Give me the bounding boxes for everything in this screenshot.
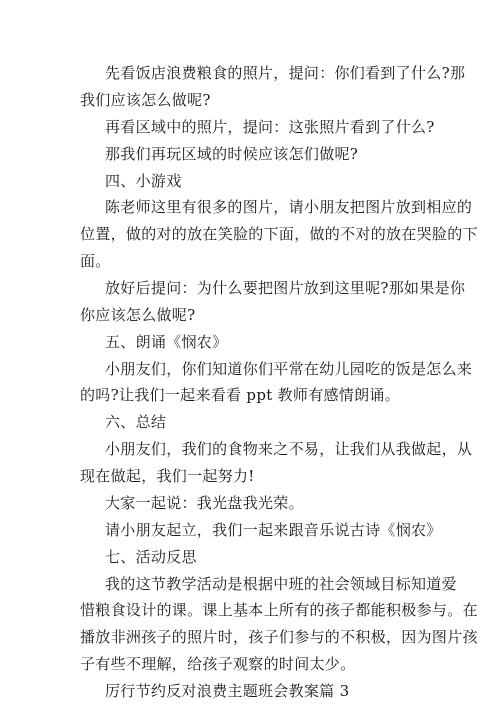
paragraph-line: 小朋友们，你们知道你们平常在幼儿园吃的饭是怎么来 [105, 359, 473, 378]
section-heading: 四、小游戏 [105, 171, 182, 190]
paragraph-line: 的吗?让我们一起来看看 ppt 教师有感情朗诵。 [80, 386, 401, 405]
paragraph-line: 先看饭店浪费粮食的照片，提问：你们看到了什么?那 [105, 64, 466, 82]
paragraph-line: 那我们再玩区域的时候应该怎们做呢? [105, 144, 359, 163]
paragraph-line: 请小朋友起立，我们一起来跟音乐说古诗《悯农》 [105, 520, 442, 539]
paragraph-line: 小朋友们，我们的食物来之不易，让我们从我做起，从 [105, 440, 473, 459]
paragraph-line: 大家一起说：我光盘我光荣。 [105, 493, 304, 512]
section-heading: 六、总结 [105, 413, 167, 432]
paragraph-line: 陈老师这里有很多的图片，请小朋友把图片放到相应的 [105, 198, 473, 217]
paragraph-line: 播放非洲孩子的照片时，孩子们参与的不积极，因为图片孩 [80, 628, 478, 647]
paragraph-line: 我的这节教学活动是根据中班的社会领域目标知道爱 [105, 574, 457, 593]
section-heading: 五、朗诵《悯农》 [105, 332, 228, 351]
section-heading: 七、活动反思 [105, 547, 197, 566]
paragraph-line: 惜粮食设计的课。课上基本上所有的孩子都能积极参与。在 [80, 601, 478, 620]
paragraph-line: 你应该怎么做呢? [80, 305, 196, 324]
paragraph-line: 我们应该怎么做呢? [80, 90, 211, 109]
paragraph-line: 放好后提问：为什么要把图片放到这里呢?那如果是你 [105, 279, 466, 297]
next-section-title: 厉行节约反对浪费主题班会教案篇 3 [105, 682, 350, 700]
paragraph-line: 现在做起，我们一起努力! [80, 467, 255, 485]
paragraph-line: 再看区域中的照片，提问：这张照片看到了什么? [105, 117, 435, 136]
paragraph-line: 位置，做的对的放在笑脸的下面，做的不对的放在哭脸的下 [80, 225, 478, 244]
paragraph-line: 面。 [80, 252, 111, 271]
paragraph-line: 子有些不理解，给孩子观察的时间太少。 [80, 655, 356, 674]
